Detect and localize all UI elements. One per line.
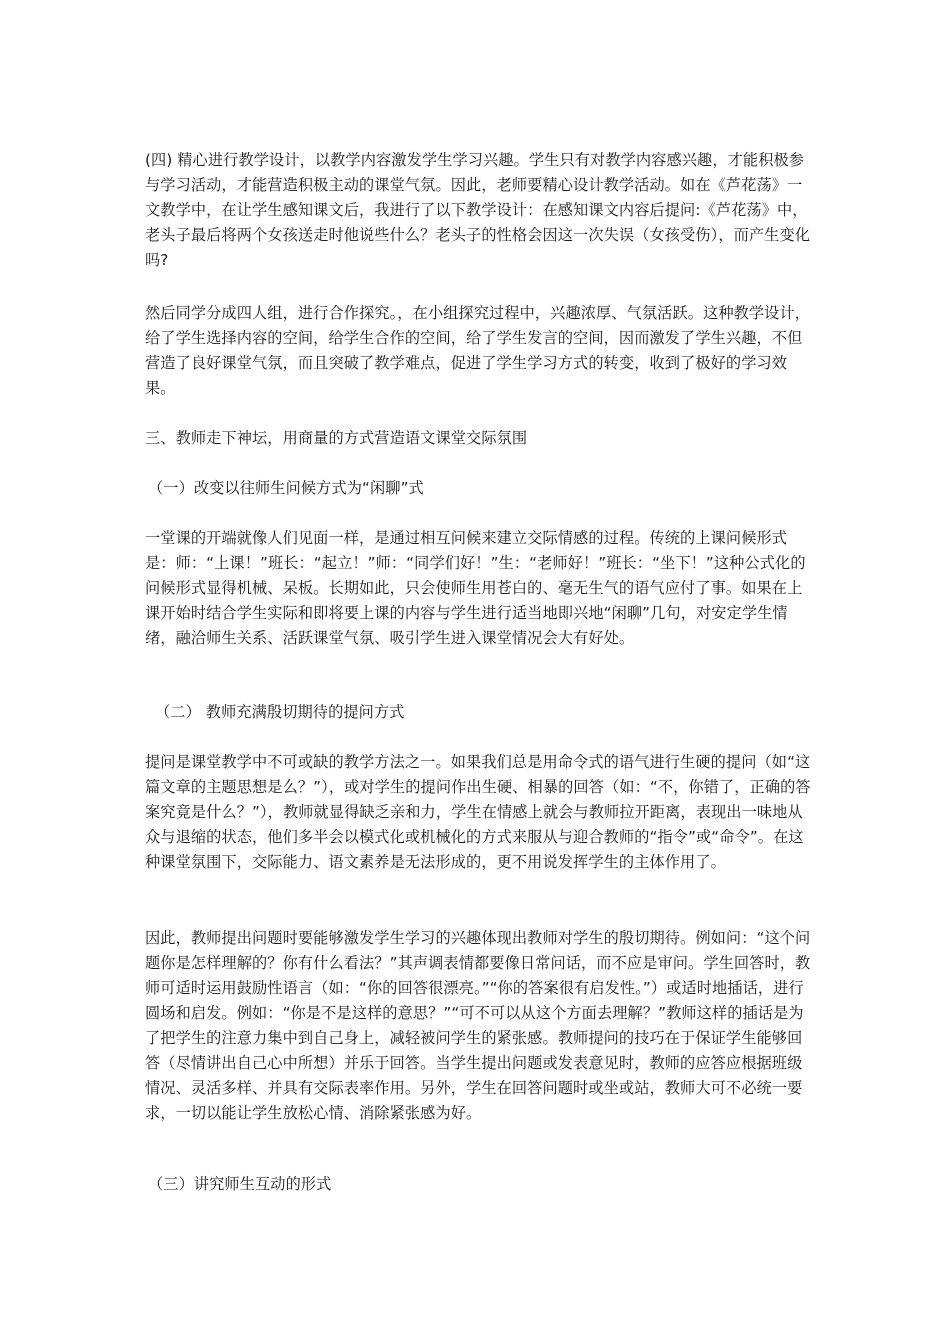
paragraph-greeting: 一堂课的开端就像人们见面一样，是通过相互问候来建立交际情感的过程。传统的上课问候形式是：师：“上课！”班长：“起立！”师：“同学们好！”生：“老师好！”班长：“坐下！”这种公式化的问候形式显得机械、呆板。长期如此，只会使师生用苍白的、毫无生气的语气应付了事。如果在上课开始时结合学生实际和即将要上课的内容与学生进行适当地即兴地“闲聊”几句，对安定学生情绪，融洽师生关系、活跃课堂气氛、吸引学生进入课堂情况会大有好处。 [145, 529, 806, 647]
section-heading-3: 三、教师走下神坛，用商量的方式营造语文课堂交际氛围 [145, 429, 528, 447]
paragraph-design: (四) 精心进行教学设计，以教学内容激发学生学习兴趣。学生只有对教学内容感兴趣，才能积极参与学习活动，才能营造积极主动的课堂气氛。因此，老师要精心设计教学活动。如在《芦花荡》一文教学中，在让学生感知课文后，我进行了以下教学设计：在感知课文内容后提问:《芦花荡》中，老头子最后将两个女孩送走时他说些什么？老头子的性格会因这一次失误（女孩受伤），而产生变化吗? [145, 151, 811, 269]
paragraph-questioning: 提问是课堂教学中不可或缺的教学方法之一。如果我们总是用命令式的语气进行生硬的提问（如“这篇文章的主题思想是么？”），或对学生的提问作出生硬、相暴的回答（如：“不，你错了，正确的答案究竟是什么？”），教师就显得缺乏亲和力，学生在情感上就会与教师拉开距离，表现出一味地从众与退缩的状态，他们多半会以模式化或机械化的方式来服从与迎合教师的“指令”或“命令”。在这种课堂氛围下，交际能力、语文素养是无法形成的，更不用说发挥学生的主体作用了。 [145, 753, 811, 871]
paragraph-expectation: 因此，教师提出问题时要能够激发学生学习的兴趣体现出教师对学生的殷切期待。例如问：“这个问题你是怎样理解的？你有什么看法？”其声调表情都要像日常问话，而不应是审问。学生回答时，教师可适时运用鼓励性语言（如：“你的回答很漂亮。”“你的答案很有启发性。”）或适时地插话，进行圆场和启发。例如：“你是不是这样的意思？”“可不可以从这个方面去理解？”教师这样的插话是为了把学生的注意力集中到自己身上，减轻被问学生的紧张感。教师提问的技巧在于保证学生能够回答（尽情讲出自己心中所想）并乐于回答。当学生提出问题或发表意见时，教师的应答应根据班级情况、灵活多样、并具有交际表率作用。另外，学生在回答问题时或坐或站，教师大可不必统一要求，一切以能让学生放松心情、消除紧张感为好。 [145, 929, 811, 1122]
paragraph-group-work: 然后同学分成四人组，进行合作探究。，在小组探究过程中，兴趣浓厚、气氛活跃。这种教学设计，给了学生选择内容的空间，给学生合作的空间，给了学生发言的空间，因而激发了学生兴趣，不但营造了良好课堂气氛，而且突破了教学难点，促进了学生学习方式的转变，收到了极好的学习效果。 [145, 304, 811, 397]
subheading-2: （二） 教师充满殷切期待的提问方式 [155, 703, 405, 721]
subheading-3: （三）讲究师生互动的形式 [148, 1175, 332, 1193]
subheading-1: （一）改变以往师生问候方式为“闲聊”式 [148, 479, 424, 497]
